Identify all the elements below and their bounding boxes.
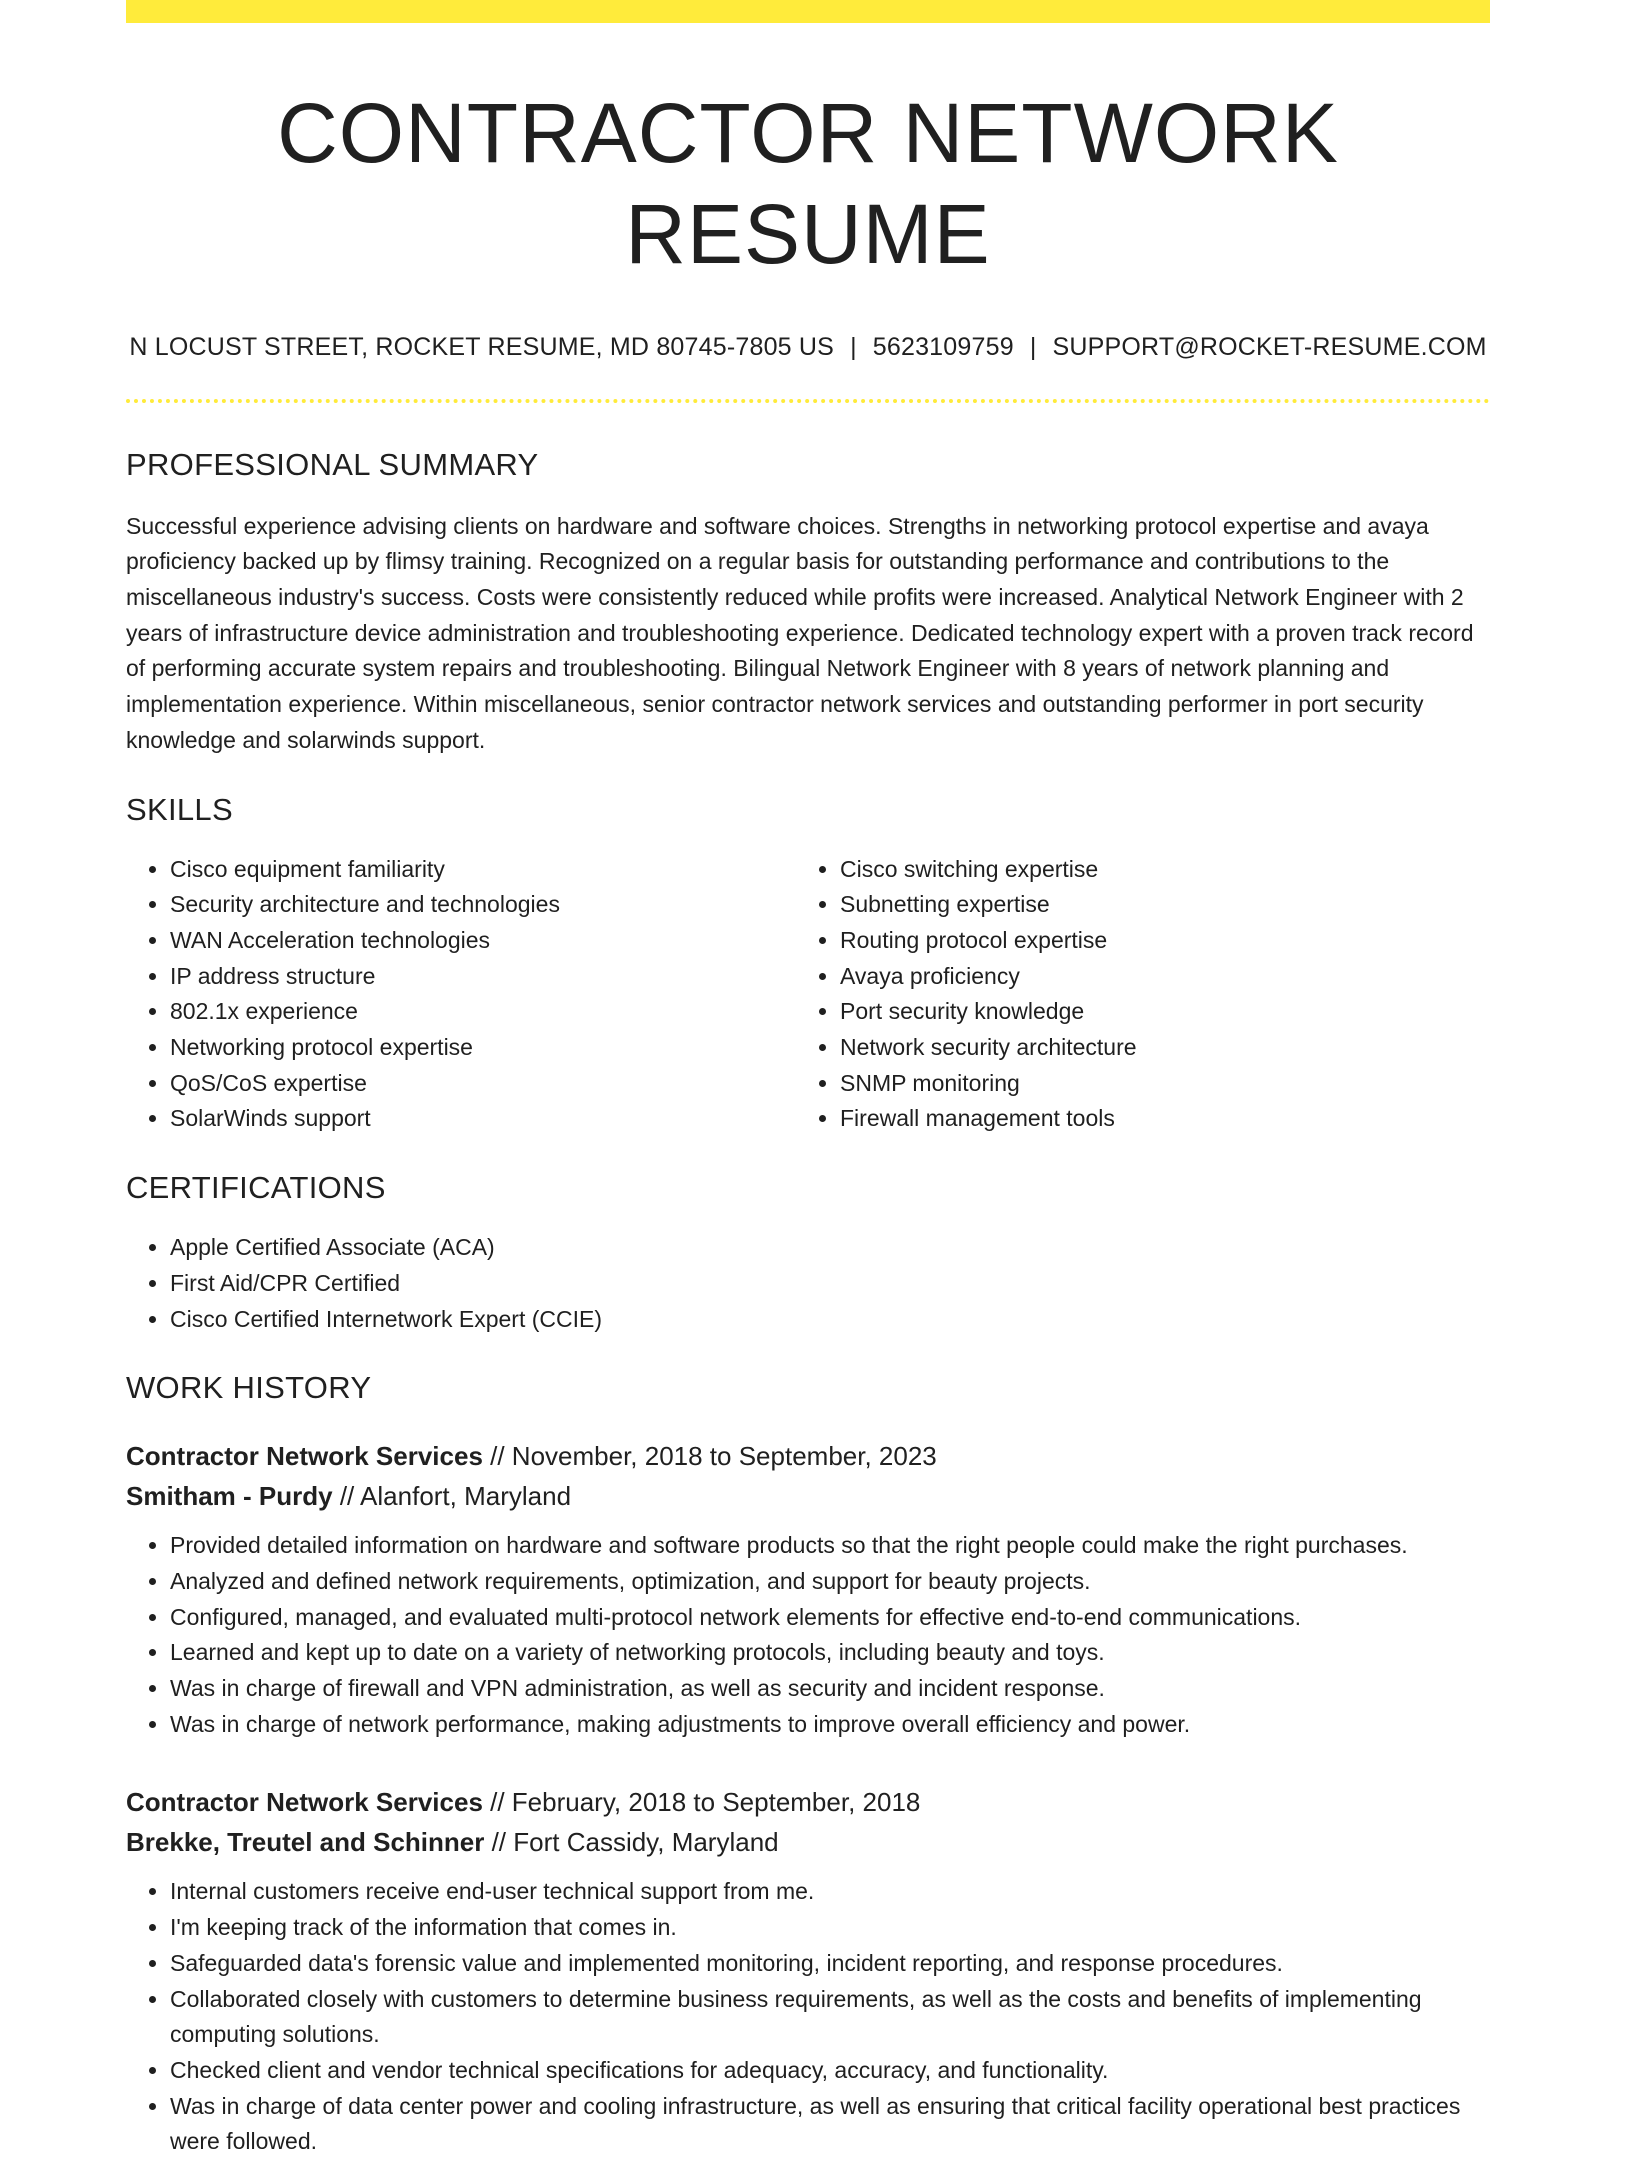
- certifications-list: [126, 1230, 1490, 1337]
- list-item: • Learned and kept up to date on a variety of networking protocols, including beauty and toys.: [170, 1635, 1490, 1671]
- list-item: • Was in charge of data center power and cooling infrastructure, as well as ensuring that critical facility operational best practices were followed.: [170, 2089, 1490, 2160]
- list-item: • Analyzed and defined network requirements, optimization, and support for beauty projects.: [170, 1564, 1490, 1600]
- job-company: Brekke, Treutel and Schinner: [126, 1827, 485, 1858]
- skills-columns: [126, 852, 1490, 1138]
- job-dates: // February, 2018 to September, 2018: [482, 1787, 921, 1818]
- job-role-line: [126, 1436, 1490, 1476]
- list-item: • Network security architecture: [840, 1030, 1466, 1066]
- list-item: • Firewall management tools: [840, 1101, 1466, 1137]
- contact-separator: |: [850, 332, 857, 361]
- list-item: • Networking protocol expertise: [170, 1030, 796, 1066]
- list-item: • Cisco switching expertise: [840, 852, 1466, 888]
- list-item: • Provided detailed information on hardware and software products so that the right people could make the right purchases.: [170, 1528, 1490, 1564]
- contact-separator: |: [1029, 332, 1037, 361]
- list-item: • 802.1x experience: [170, 994, 796, 1030]
- list-item: • Apple Certified Associate (ACA): [170, 1230, 1490, 1266]
- job-location: // Fort Cassidy, Maryland: [484, 1827, 779, 1858]
- skills-left-list: [126, 852, 796, 1138]
- list-item: • Configured, managed, and evaluated multi-protocol network elements for effective end-to-end communications.: [170, 1600, 1490, 1636]
- list-item: • Cisco Certified Internetwork Expert (CCIE): [170, 1302, 1490, 1338]
- list-item: • Collaborated closely with customers to determine business requirements, as well as the costs and benefits of implementing computing solutions.: [170, 1982, 1490, 2053]
- resume-title: CONTRACTOR NETWORK RESUME: [277, 86, 1339, 281]
- top-accent-bar: [126, 0, 1490, 23]
- list-item: • SolarWinds support: [170, 1101, 796, 1137]
- list-item: • Was in charge of firewall and VPN administration, as well as security and incident response.: [170, 1671, 1490, 1707]
- job-role: Contractor Network Services: [126, 1787, 483, 1818]
- job-company: Smitham - Purdy: [126, 1481, 333, 1512]
- list-item: • Routing protocol expertise: [840, 923, 1466, 959]
- job-location: // Alanfort, Maryland: [332, 1481, 572, 1512]
- job-company-line: [126, 1822, 1490, 1862]
- work-history-heading: WORK HISTORY: [126, 1370, 372, 1406]
- summary-text: Successful experience advising clients on hardware and software choices. Strengths in networking protocol expertise and avaya proficiency backed up by flimsy training. Recognized on a regular basis for outstanding performance and contributions to the miscellaneous industry's success. Costs were consistently reduced while profits were increased. Analytical Network Engineer with 2 years of infrastructure device administration and troubleshooting experience. Dedicated technology expert with a proven track record of performing accurate system repairs and troubleshooting. Bilingual Network Engineer with 8 years of network planning and implementation experience. Within miscellaneous, senior contractor network services and outstanding performer in port security knowledge and solarwinds support.: [126, 512, 1474, 753]
- contact-phone: 5623109759: [872, 332, 1014, 361]
- resume-page: [126, 0, 1490, 2160]
- job-entry: [126, 1436, 1490, 1742]
- list-item: • Port security knowledge: [840, 994, 1466, 1030]
- list-item: • Checked client and vendor technical specifications for adequacy, accuracy, and functionality.: [170, 2053, 1490, 2089]
- list-item: • I'm keeping track of the information that comes in.: [170, 1910, 1490, 1946]
- list-item: • Safeguarded data's forensic value and implemented monitoring, incident reporting, and response procedures.: [170, 1946, 1490, 1982]
- list-item: • Internal customers receive end-user technical support from me.: [170, 1874, 1490, 1910]
- list-item: • SNMP monitoring: [840, 1066, 1466, 1102]
- list-item: • IP address structure: [170, 959, 796, 995]
- list-item: • Was in charge of network performance, making adjustments to improve overall efficiency and power.: [170, 1707, 1490, 1743]
- summary-heading: PROFESSIONAL SUMMARY: [126, 446, 539, 482]
- job-bullets: [126, 1874, 1490, 2160]
- list-item: • QoS/CoS expertise: [170, 1066, 796, 1102]
- job-bullets: [126, 1528, 1490, 1742]
- dotted-divider: [126, 399, 1490, 403]
- contact-address: N LOCUST STREET, ROCKET RESUME, MD 80745-7805 US: [129, 332, 835, 361]
- list-item: • Cisco equipment familiarity: [170, 852, 796, 888]
- list-item: • Security architecture and technologies: [170, 887, 796, 923]
- list-item: • WAN Acceleration technologies: [170, 923, 796, 959]
- skills-right-list: [796, 852, 1466, 1138]
- contact-email: SUPPORT@ROCKET-RESUME.COM: [1052, 332, 1487, 361]
- skills-heading: SKILLS: [126, 791, 233, 827]
- job-entry: [126, 1782, 1490, 2160]
- job-role: Contractor Network Services: [126, 1441, 483, 1472]
- job-dates: // November, 2018 to September, 2023: [482, 1441, 937, 1472]
- list-item: • Avaya proficiency: [840, 959, 1466, 995]
- certifications-heading: CERTIFICATIONS: [126, 1170, 386, 1206]
- job-role-line: [126, 1782, 1490, 1822]
- list-item: • First Aid/CPR Certified: [170, 1266, 1490, 1302]
- list-item: • Subnetting expertise: [840, 887, 1466, 923]
- job-company-line: [126, 1476, 1490, 1516]
- contact-line: [126, 333, 1490, 362]
